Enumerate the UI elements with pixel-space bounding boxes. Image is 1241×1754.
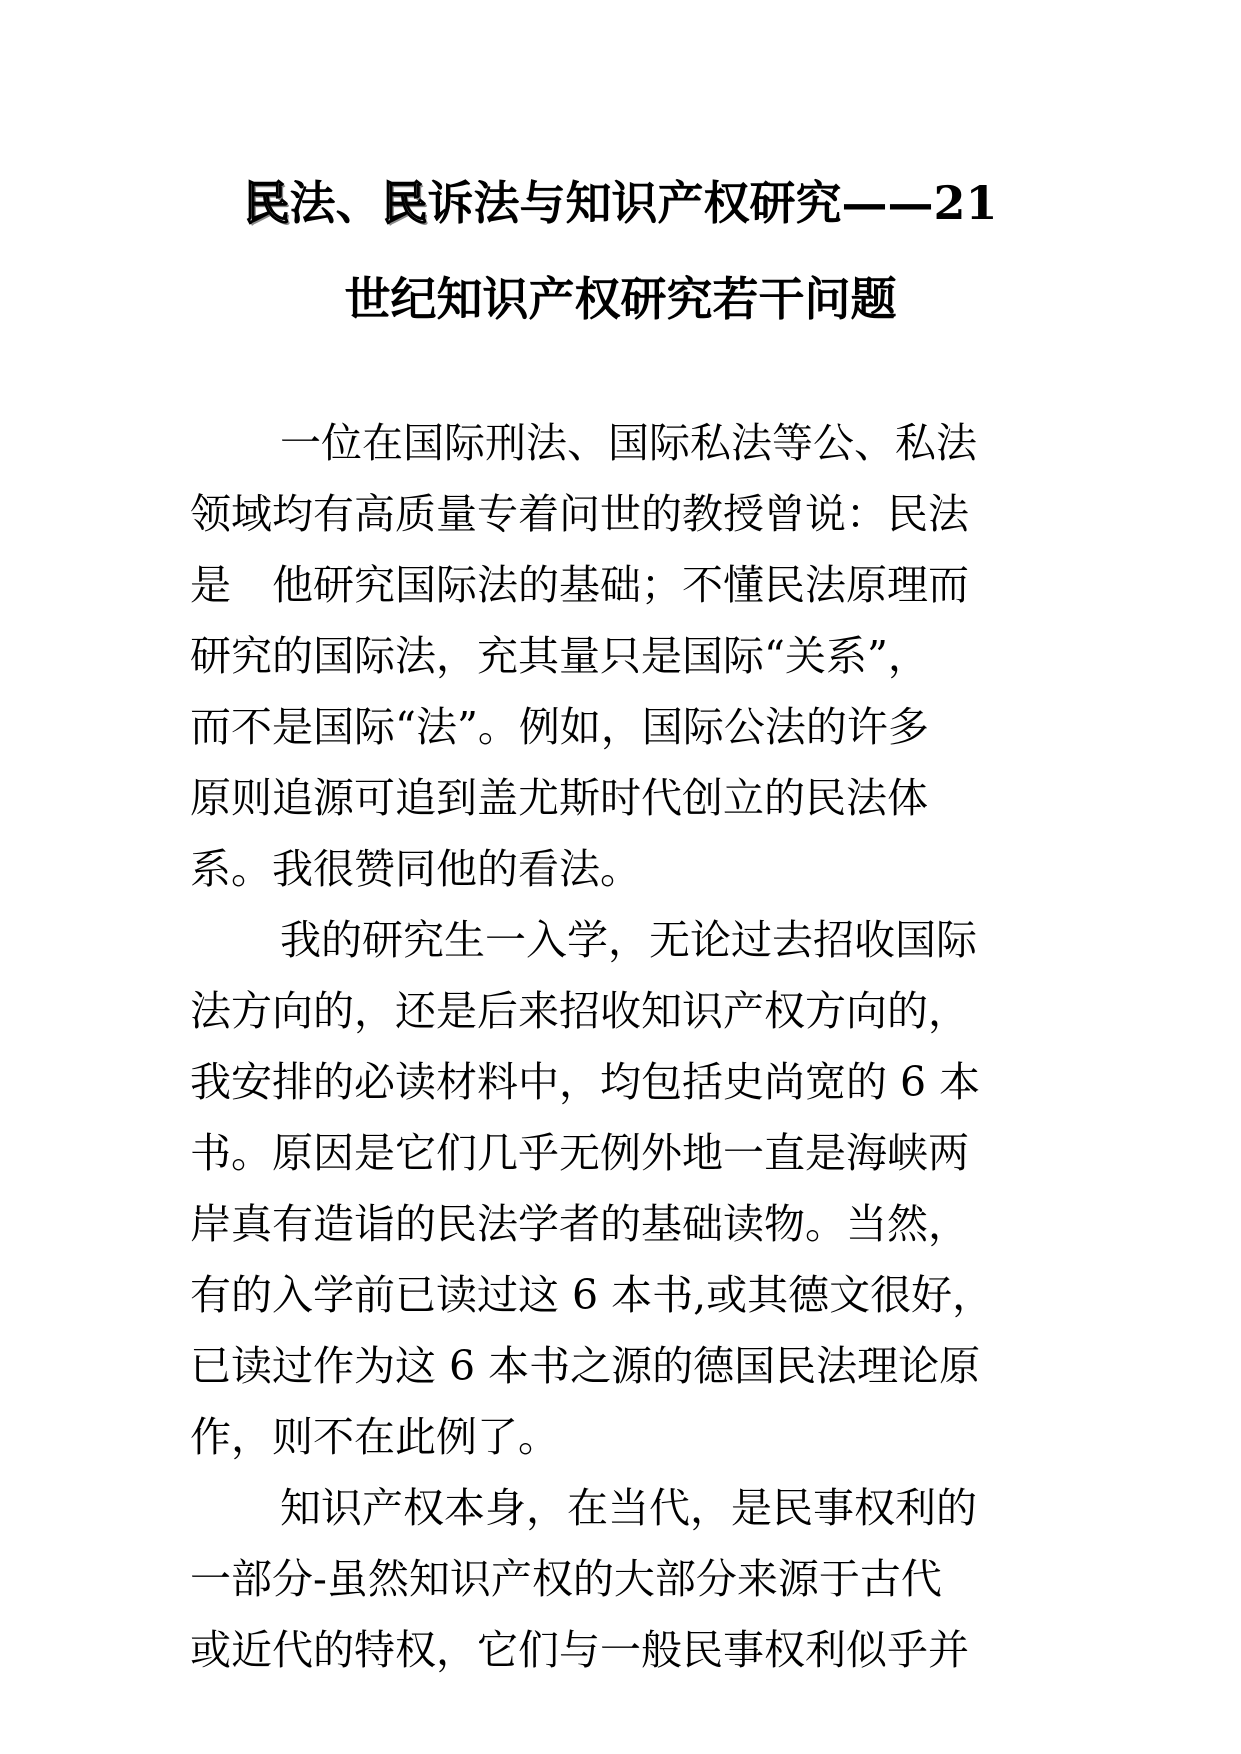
- paragraph-1-line: 一位在国际刑法、国际私法等公、私法: [280, 419, 977, 467]
- paragraph-1-line: 原则追源可追到盖尤斯时代创立的民法体: [190, 774, 928, 822]
- paragraph-3-line: 知识产权本身，在当代，是民事权利的: [280, 1484, 977, 1532]
- paragraph-2-line: 法方向的，还是后来招收知识产权方向的，: [190, 987, 969, 1035]
- paragraph-2-line: 我安排的必读材料中，均包括史尚宽的 6 本: [190, 1058, 981, 1106]
- title-text-segment: 诉法与知识产权研究——21: [427, 176, 998, 230]
- document-title-line-2: 世纪知识产权研究若干问题: [344, 272, 897, 326]
- document-title-line-1: [150, 168, 1091, 238]
- paragraph-1-line: 是 他研究国际法的基础；不懂民法原理而: [190, 561, 969, 609]
- paragraph-1-line: 领域均有高质量专着问世的教授曾说：民法: [190, 490, 969, 538]
- document-body: [190, 408, 1070, 1686]
- paragraph-1-line: 系。我很赞同他的看法。: [190, 845, 641, 893]
- paragraph-3-line: 一部分-虽然知识产权的大部分来源于古代: [190, 1555, 942, 1603]
- paragraph-1-line: 而不是国际“法”。例如，国际公法的许多: [190, 703, 929, 751]
- paragraph-2-line: 已读过作为这 6 本书之源的德国民法理论原: [190, 1342, 981, 1390]
- paragraph-2-line: 我的研究生一入学，无论过去招收国际: [280, 916, 977, 964]
- paragraph-2-line: 岸真有造诣的民法学者的基础读物。当然，: [190, 1200, 969, 1248]
- paragraph-2-line: 书。原因是它们几乎无例外地一直是海峡两: [190, 1129, 969, 1177]
- title-outline-character: 民: [381, 176, 428, 230]
- title-text-segment: 法、: [289, 176, 382, 230]
- paragraph-1-line: 研究的国际法，充其量只是国际“关系”，: [190, 632, 929, 680]
- paragraph-3-line: 或近代的特权，它们与一般民事权利似乎并: [190, 1626, 969, 1674]
- paragraph-2-line: 作，则不在此例了。: [190, 1413, 559, 1461]
- title-outline-character: 民: [243, 176, 290, 230]
- paragraph-2-line: 有的入学前已读过这 6 本书,或其德文很好，: [190, 1271, 994, 1319]
